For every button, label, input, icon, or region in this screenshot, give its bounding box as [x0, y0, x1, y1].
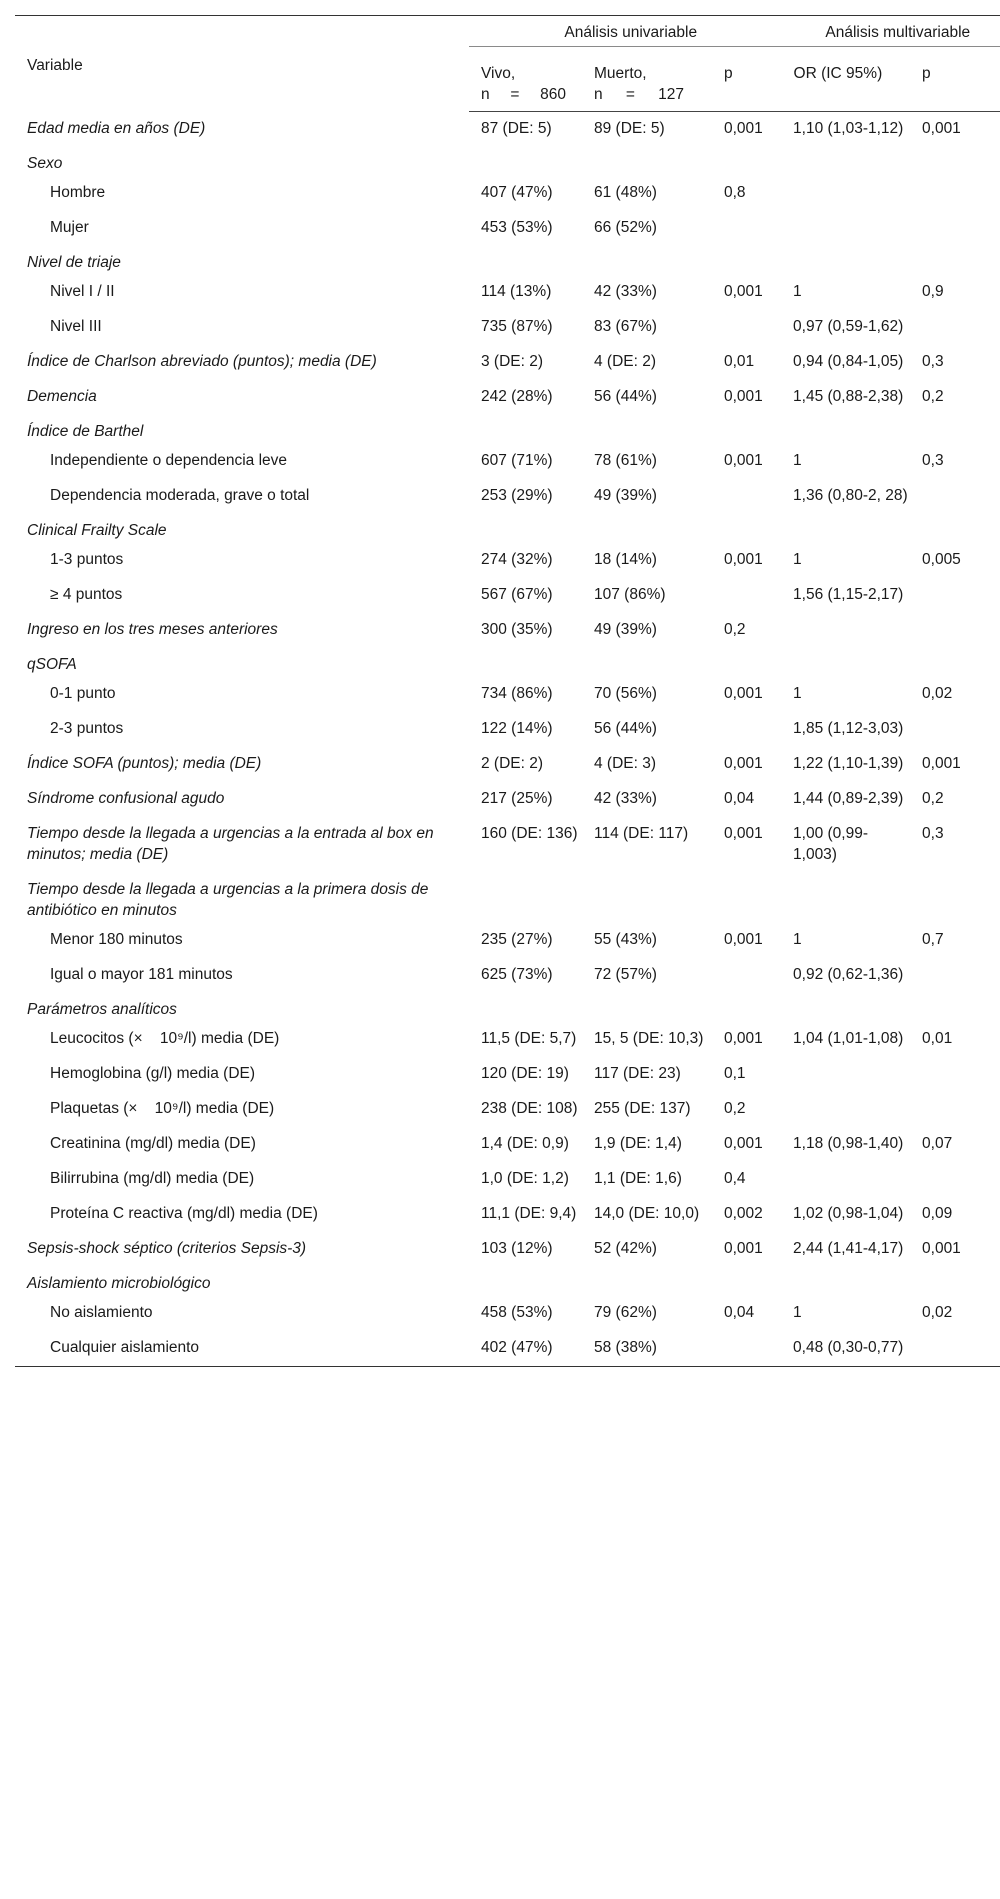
table-row — [15, 380, 1000, 415]
muerto-cell: 72 (57%) — [594, 966, 657, 983]
table-row — [15, 817, 1000, 873]
header-muerto-num: 127 — [658, 86, 684, 103]
muerto-cell: 49 (39%) — [594, 621, 657, 638]
empty-cell — [910, 514, 1000, 543]
variable-cell: Índice de Charlson abreviado (puntos); media (DE) — [27, 353, 377, 370]
header-muerto-n: n — [594, 86, 603, 103]
vivo-cell: 120 (DE: 19) — [481, 1065, 569, 1082]
results-table — [15, 15, 1000, 1367]
or-cell: 1,18 (0,98-1,40) — [793, 1135, 904, 1152]
or-cell: 0,92 (0,62-1,36) — [793, 966, 904, 983]
table-row — [15, 677, 1000, 712]
table-row — [15, 1057, 1000, 1092]
or-cell — [781, 1092, 910, 1127]
header-vivo-eq: = — [510, 86, 520, 103]
vivo-cell: 242 (28%) — [481, 388, 553, 405]
p-univariate-cell: 0,1 — [724, 1065, 746, 1082]
p-multivariate-cell: 0,001 — [922, 120, 961, 137]
p-multivariate-cell — [910, 1057, 1000, 1092]
variable-cell: Igual o mayor 181 minutos — [50, 966, 233, 983]
p-multivariate-cell — [910, 1331, 1000, 1367]
empty-cell — [910, 147, 1000, 176]
empty-cell — [781, 147, 910, 176]
table-row — [15, 923, 1000, 958]
group-header-row — [15, 873, 1000, 923]
or-cell: 1 — [793, 283, 802, 300]
or-cell: 1 — [793, 931, 802, 948]
muerto-cell: 18 (14%) — [594, 551, 657, 568]
p-univariate-cell: 0,002 — [724, 1205, 763, 1222]
muerto-cell: 1,9 (DE: 1,4) — [594, 1135, 682, 1152]
p-multivariate-cell: 0,07 — [922, 1135, 953, 1152]
p-univariate-cell: 0,001 — [724, 931, 763, 948]
table-row — [15, 479, 1000, 514]
vivo-cell: 238 (DE: 108) — [481, 1100, 578, 1117]
empty-cell — [582, 514, 712, 543]
table-row — [15, 578, 1000, 613]
table-row — [15, 444, 1000, 479]
muerto-cell: 114 (DE: 117) — [594, 825, 689, 842]
vivo-cell: 1,0 (DE: 1,2) — [481, 1170, 569, 1187]
empty-cell — [712, 415, 781, 444]
vivo-cell: 2 (DE: 2) — [481, 755, 544, 772]
variable-cell: Independiente o dependencia leve — [50, 452, 288, 469]
p-univariate-cell — [712, 958, 781, 993]
header-multivariate: Análisis multivariable — [781, 16, 1000, 47]
group-header-row — [15, 415, 1000, 444]
table-row — [15, 1092, 1000, 1127]
vivo-cell: 1,4 (DE: 0,9) — [481, 1135, 569, 1152]
or-cell: 1,56 (1,15-2,17) — [793, 586, 904, 603]
table-row — [15, 275, 1000, 310]
empty-cell — [582, 993, 712, 1022]
variable-cell: Leucocitos (× 10⁹/l) media (DE) — [50, 1030, 280, 1047]
vivo-cell: 734 (86%) — [481, 685, 553, 702]
table-row — [15, 1127, 1000, 1162]
p-multivariate-cell — [910, 479, 1000, 514]
p-multivariate-cell — [910, 712, 1000, 747]
p-univariate-cell: 0,04 — [724, 790, 755, 807]
empty-cell — [582, 648, 712, 677]
p-univariate-cell: 0,001 — [724, 551, 763, 568]
empty-cell — [910, 415, 1000, 444]
or-cell: 1,04 (1,01-1,08) — [793, 1030, 904, 1047]
p-multivariate-cell — [910, 176, 1000, 211]
or-cell: 1,85 (1,12-3,03) — [793, 720, 904, 737]
or-cell — [781, 211, 910, 246]
or-cell: 0,94 (0,84-1,05) — [793, 353, 904, 370]
p-multivariate-cell: 0,7 — [922, 931, 944, 948]
header-muerto-label: Muerto, — [594, 65, 647, 82]
variable-cell: Bilirrubina (mg/dl) media (DE) — [50, 1170, 255, 1187]
table-row — [15, 543, 1000, 578]
vivo-cell: 122 (14%) — [481, 720, 553, 737]
or-cell: 0,48 (0,30-0,77) — [781, 1331, 910, 1367]
group-header-row — [15, 1267, 1000, 1296]
empty-cell — [582, 147, 712, 176]
table-body — [15, 112, 1000, 1367]
empty-cell — [781, 1267, 910, 1296]
vivo-cell: 11,1 (DE: 9,4) — [481, 1205, 577, 1222]
variable-cell: 0-1 punto — [50, 685, 116, 702]
group-label: Parámetros analíticos — [27, 1001, 177, 1018]
variable-cell: Plaquetas (× 10⁹/l) media (DE) — [50, 1100, 275, 1117]
p-multivariate-cell: 0,3 — [922, 825, 944, 842]
group-label: Sexo — [27, 155, 63, 172]
variable-cell: Mujer — [50, 219, 89, 236]
p-multivariate-cell — [910, 211, 1000, 246]
p-multivariate-cell — [910, 958, 1000, 993]
group-header-row — [15, 648, 1000, 677]
table-row — [15, 176, 1000, 211]
group-label: Tiempo desde la llegada a urgencias a la primera dosis de antibiótico en minutos — [27, 881, 429, 919]
or-cell — [781, 1057, 910, 1092]
p-multivariate-cell: 0,02 — [922, 685, 953, 702]
header-univariate: Análisis univariable — [469, 16, 781, 47]
p-univariate-cell — [712, 310, 781, 345]
or-cell: 2,44 (1,41-4,17) — [793, 1240, 904, 1257]
empty-cell — [781, 246, 910, 275]
variable-cell: Tiempo desde la llegada a urgencias a la entrada al box en minutos; media (DE) — [27, 825, 434, 863]
header-or: OR (IC 95%) — [781, 47, 910, 112]
table-row — [15, 1162, 1000, 1197]
vivo-cell: 567 (67%) — [481, 586, 553, 603]
empty-cell — [582, 1267, 712, 1296]
empty-cell — [781, 993, 910, 1022]
p-univariate-cell: 0,001 — [724, 825, 763, 842]
header-muerto-count — [594, 84, 684, 105]
table-row — [15, 310, 1000, 345]
muerto-cell: 42 (33%) — [594, 283, 657, 300]
or-cell: 1 — [793, 1304, 802, 1321]
or-cell: 1,36 (0,80-2, 28) — [793, 487, 908, 504]
variable-cell: Demencia — [27, 388, 97, 405]
muerto-cell: 42 (33%) — [594, 790, 657, 807]
vivo-cell: 458 (53%) — [481, 1304, 553, 1321]
empty-cell — [781, 873, 910, 923]
p-multivariate-cell: 0,005 — [922, 551, 961, 568]
table-row — [15, 112, 1000, 148]
variable-cell: Creatinina (mg/dl) media (DE) — [50, 1135, 256, 1152]
p-univariate-cell: 0,01 — [724, 353, 755, 370]
or-cell: 1 — [793, 551, 802, 568]
variable-cell: Menor 180 minutos — [50, 931, 183, 948]
p-multivariate-cell — [910, 1092, 1000, 1127]
or-cell: 1,10 (1,03-1,12) — [793, 120, 904, 137]
variable-cell: Ingreso en los tres meses anteriores — [27, 621, 278, 638]
variable-cell: Sepsis-shock séptico (criterios Sepsis-3) — [27, 1240, 307, 1257]
empty-cell — [469, 415, 582, 444]
header-vivo — [469, 47, 582, 112]
empty-cell — [910, 873, 1000, 923]
or-cell: 0,97 (0,59-1,62) — [793, 318, 904, 335]
muerto-cell: 1,1 (DE: 1,6) — [594, 1170, 682, 1187]
p-univariate-cell: 0,001 — [724, 685, 763, 702]
p-univariate-cell: 0,001 — [724, 283, 763, 300]
p-univariate-cell: 0,2 — [724, 1100, 746, 1117]
p-univariate-cell: 0,001 — [724, 120, 763, 137]
header-p-univariate: p — [712, 47, 781, 112]
p-multivariate-cell: 0,02 — [922, 1304, 953, 1321]
or-cell — [781, 1162, 910, 1197]
p-multivariate-cell: 0,001 — [922, 1240, 961, 1257]
p-multivariate-cell: 0,9 — [922, 283, 944, 300]
table-row — [15, 345, 1000, 380]
group-header-row — [15, 246, 1000, 275]
group-label: Índice de Barthel — [27, 423, 144, 440]
muerto-cell: 4 (DE: 2) — [594, 353, 657, 370]
table-container — [15, 15, 1000, 1367]
p-univariate-cell: 0,001 — [724, 388, 763, 405]
p-univariate-cell: 0,2 — [724, 621, 746, 638]
or-cell: 1,22 (1,10-1,39) — [793, 755, 904, 772]
p-univariate-cell: 0,04 — [724, 1304, 755, 1321]
vivo-cell: 217 (25%) — [481, 790, 553, 807]
header-p-multivariate: p — [910, 47, 1000, 112]
p-multivariate-cell — [910, 613, 1000, 648]
empty-cell — [712, 1267, 781, 1296]
empty-cell — [712, 648, 781, 677]
empty-cell — [469, 514, 582, 543]
muerto-cell: 56 (44%) — [594, 388, 657, 405]
p-univariate-cell — [712, 211, 781, 246]
vivo-cell: 402 (47%) — [469, 1331, 582, 1367]
vivo-cell: 300 (35%) — [481, 621, 553, 638]
p-univariate-cell — [712, 712, 781, 747]
empty-cell — [781, 415, 910, 444]
muerto-cell: 78 (61%) — [594, 452, 657, 469]
p-multivariate-cell: 0,09 — [922, 1205, 953, 1222]
table-row — [15, 613, 1000, 648]
vivo-cell: 735 (87%) — [481, 318, 553, 335]
muerto-cell: 61 (48%) — [594, 184, 657, 201]
vivo-cell: 3 (DE: 2) — [481, 353, 544, 370]
empty-cell — [469, 873, 582, 923]
muerto-cell: 56 (44%) — [594, 720, 657, 737]
muerto-cell: 117 (DE: 23) — [594, 1065, 681, 1082]
header-vivo-count — [481, 84, 566, 105]
p-multivariate-cell: 0,2 — [922, 388, 944, 405]
table-header — [15, 16, 1000, 112]
p-multivariate-cell: 0,2 — [922, 790, 944, 807]
p-univariate-cell: 0,001 — [724, 1030, 763, 1047]
variable-cell: No aislamiento — [50, 1304, 153, 1321]
vivo-cell: 253 (29%) — [481, 487, 553, 504]
muerto-cell: 4 (DE: 3) — [594, 755, 657, 772]
muerto-cell: 15, 5 (DE: 10,3) — [594, 1030, 704, 1047]
empty-cell — [469, 246, 582, 275]
p-univariate-cell: 0,001 — [724, 755, 763, 772]
muerto-cell: 55 (43%) — [594, 931, 657, 948]
table-row — [15, 1022, 1000, 1057]
empty-cell — [469, 147, 582, 176]
group-header-row — [15, 514, 1000, 543]
group-label: Nivel de triaje — [27, 254, 121, 271]
p-multivariate-cell: 0,3 — [922, 452, 944, 469]
vivo-cell: 607 (71%) — [481, 452, 553, 469]
vivo-cell: 407 (47%) — [481, 184, 553, 201]
or-cell — [781, 613, 910, 648]
p-univariate-cell: 0,8 — [724, 184, 746, 201]
vivo-cell: 274 (32%) — [481, 551, 553, 568]
empty-cell — [469, 993, 582, 1022]
p-multivariate-cell — [910, 1162, 1000, 1197]
empty-cell — [910, 246, 1000, 275]
p-univariate-cell: 0,4 — [724, 1170, 746, 1187]
p-multivariate-cell: 0,01 — [922, 1030, 953, 1047]
vivo-cell: 11,5 (DE: 5,7) — [481, 1030, 577, 1047]
group-header-row — [15, 993, 1000, 1022]
header-vivo-label: Vivo, — [481, 65, 516, 82]
vivo-cell: 625 (73%) — [481, 966, 553, 983]
or-cell: 1 — [793, 452, 802, 469]
header-vivo-num: 860 — [540, 86, 566, 103]
vivo-cell: 87 (DE: 5) — [481, 120, 552, 137]
header-group-row — [15, 16, 1000, 47]
or-cell: 1,44 (0,89-2,39) — [793, 790, 904, 807]
variable-cell: Índice SOFA (puntos); media (DE) — [27, 755, 262, 772]
p-univariate-cell: 0,001 — [724, 1135, 763, 1152]
p-univariate-cell: 0,001 — [724, 452, 763, 469]
p-univariate-cell: 0,001 — [724, 1240, 763, 1257]
header-variable: Variable — [15, 16, 469, 112]
empty-cell — [582, 873, 712, 923]
vivo-cell: 453 (53%) — [481, 219, 553, 236]
empty-cell — [910, 648, 1000, 677]
empty-cell — [712, 993, 781, 1022]
vivo-cell: 114 (13%) — [481, 283, 552, 300]
p-univariate-cell — [712, 1331, 781, 1367]
muerto-cell: 70 (56%) — [594, 685, 657, 702]
header-muerto — [582, 47, 712, 112]
empty-cell — [910, 993, 1000, 1022]
muerto-cell: 83 (67%) — [594, 318, 657, 335]
empty-cell — [469, 648, 582, 677]
p-multivariate-cell — [910, 310, 1000, 345]
variable-cell: Dependencia moderada, grave o total — [50, 487, 310, 504]
or-cell: 1,00 (0,99-1,003) — [793, 825, 868, 863]
variable-cell: ≥ 4 puntos — [50, 586, 123, 603]
table-row — [15, 1296, 1000, 1331]
empty-cell — [712, 246, 781, 275]
empty-cell — [469, 1267, 582, 1296]
muerto-cell: 255 (DE: 137) — [594, 1100, 691, 1117]
variable-cell: Cualquier aislamiento — [15, 1331, 469, 1367]
muerto-cell: 14,0 (DE: 10,0) — [594, 1205, 700, 1222]
muerto-cell: 89 (DE: 5) — [594, 120, 665, 137]
empty-cell — [712, 873, 781, 923]
variable-cell: Síndrome confusional agudo — [27, 790, 225, 807]
empty-cell — [712, 514, 781, 543]
empty-cell — [582, 246, 712, 275]
p-univariate-cell — [712, 479, 781, 514]
group-header-row — [15, 147, 1000, 176]
table-row — [15, 712, 1000, 747]
empty-cell — [910, 1267, 1000, 1296]
variable-cell: Nivel I / II — [50, 283, 115, 300]
empty-cell — [712, 147, 781, 176]
vivo-cell: 103 (12%) — [481, 1240, 553, 1257]
muerto-cell: 66 (52%) — [594, 219, 657, 236]
or-cell: 1,02 (0,98-1,04) — [793, 1205, 904, 1222]
vivo-cell: 235 (27%) — [481, 931, 553, 948]
table-row — [15, 1331, 1000, 1367]
variable-cell: Nivel III — [50, 318, 102, 335]
variable-cell: 2-3 puntos — [50, 720, 124, 737]
or-cell: 1,45 (0,88-2,38) — [793, 388, 904, 405]
p-multivariate-cell — [910, 578, 1000, 613]
muerto-cell: 58 (38%) — [582, 1331, 712, 1367]
table-row — [15, 782, 1000, 817]
or-cell — [781, 176, 910, 211]
variable-cell: Hombre — [50, 184, 106, 201]
variable-cell: Edad media en años (DE) — [27, 119, 206, 137]
group-label: Aislamiento microbiológico — [27, 1275, 211, 1292]
table-row — [15, 747, 1000, 782]
p-multivariate-cell: 0,3 — [922, 353, 944, 370]
header-vivo-n: n — [481, 86, 490, 103]
table-row — [15, 1232, 1000, 1267]
empty-cell — [781, 648, 910, 677]
table-row — [15, 211, 1000, 246]
vivo-cell: 160 (DE: 136) — [481, 825, 578, 842]
p-univariate-cell — [712, 578, 781, 613]
variable-cell: 1-3 puntos — [50, 551, 124, 568]
muerto-cell: 49 (39%) — [594, 487, 657, 504]
group-label: Clinical Frailty Scale — [27, 522, 167, 539]
header-muerto-eq: = — [625, 86, 635, 103]
empty-cell — [582, 415, 712, 444]
muerto-cell: 107 (86%) — [594, 586, 666, 603]
muerto-cell: 79 (62%) — [594, 1304, 657, 1321]
variable-cell: Proteína C reactiva (mg/dl) media (DE) — [50, 1205, 318, 1222]
table-row — [15, 1197, 1000, 1232]
group-label: qSOFA — [27, 656, 77, 673]
p-multivariate-cell: 0,001 — [922, 755, 961, 772]
table-row — [15, 958, 1000, 993]
muerto-cell: 52 (42%) — [594, 1240, 657, 1257]
variable-cell: Hemoglobina (g/l) media (DE) — [50, 1065, 256, 1082]
empty-cell — [781, 514, 910, 543]
or-cell: 1 — [793, 685, 802, 702]
